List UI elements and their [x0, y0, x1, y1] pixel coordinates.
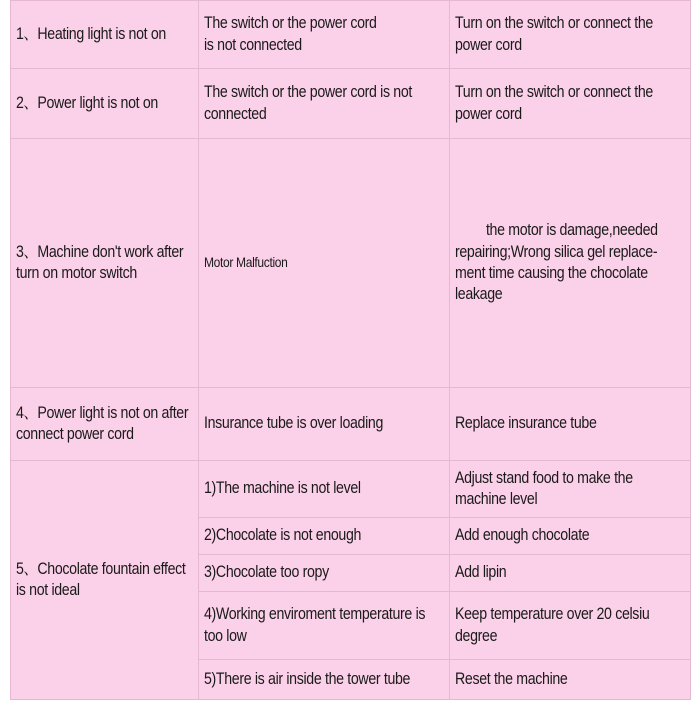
solution-cell: [450, 1, 691, 69]
solution-cell: [450, 592, 691, 660]
troubleshooting-table: [10, 0, 691, 700]
solution-cell: [450, 660, 691, 700]
cause-cell: [199, 518, 450, 555]
cause-cell: [199, 660, 450, 700]
cause-text: 4)Working enviroment temperature is too low: [204, 605, 426, 645]
cause-cell: [199, 592, 450, 660]
problem-text: 5、Chocolate fountain effect is not ideal: [16, 559, 186, 599]
cause-text: 3)Chocolate too ropy: [204, 563, 329, 582]
table-row: [11, 461, 691, 518]
table-row: [11, 388, 691, 461]
problem-cell: [11, 461, 199, 700]
problem-text: 3、Machine don't work after turn on motor switch: [16, 242, 184, 282]
solution-text: the motor is damage,needed repairing;Wrong silica gel replace-ment time causing the chocolate leakage: [455, 221, 658, 304]
cause-text: 5)There is air inside the tower tube: [204, 669, 411, 688]
cause-cell: [199, 69, 450, 139]
problem-cell: [11, 69, 199, 139]
cause-cell: [199, 555, 450, 592]
solution-text: Turn on the switch or connect the power cord: [455, 83, 653, 123]
cause-text: 2)Chocolate is not enough: [204, 526, 362, 545]
table-row: [11, 139, 691, 388]
problem-cell: [11, 139, 199, 388]
problem-text: 2、Power light is not on: [16, 93, 158, 112]
solution-cell: [450, 461, 691, 518]
table-row: [11, 1, 691, 69]
solution-cell: [450, 555, 691, 592]
solution-text: Reset the machine: [455, 669, 568, 688]
table-row: [11, 69, 691, 139]
solution-cell: [450, 69, 691, 139]
cause-text: Motor Malfuction: [204, 254, 288, 271]
cause-cell: [199, 1, 450, 69]
solution-cell: [450, 139, 691, 388]
solution-text: Replace insurance tube: [455, 414, 597, 433]
solution-text: Keep temperature over 20 celsiu degree: [455, 605, 650, 645]
solution-text: Add enough chocolate: [455, 526, 590, 545]
cause-text: Insurance tube is over loading: [204, 414, 384, 433]
solution-cell: [450, 388, 691, 461]
cause-text: The switch or the power cord is not connected: [204, 14, 377, 54]
solution-cell: [450, 518, 691, 555]
cause-text: The switch or the power cord is not connected: [204, 83, 413, 123]
solution-text: Adjust stand food to make the machine level: [455, 468, 633, 508]
cause-cell: [199, 388, 450, 461]
solution-text: Add lipin: [455, 563, 507, 582]
problem-cell: [11, 388, 199, 461]
cause-cell: [199, 139, 450, 388]
problem-text: 1、Heating light is not on: [16, 24, 166, 43]
solution-text: Turn on the switch or connect the power cord: [455, 14, 653, 54]
cause-cell: [199, 461, 450, 518]
problem-cell: [11, 1, 199, 69]
problem-text: 4、Power light is not on after connect power cord: [16, 403, 189, 443]
cause-text: 1)The machine is not level: [204, 479, 361, 498]
